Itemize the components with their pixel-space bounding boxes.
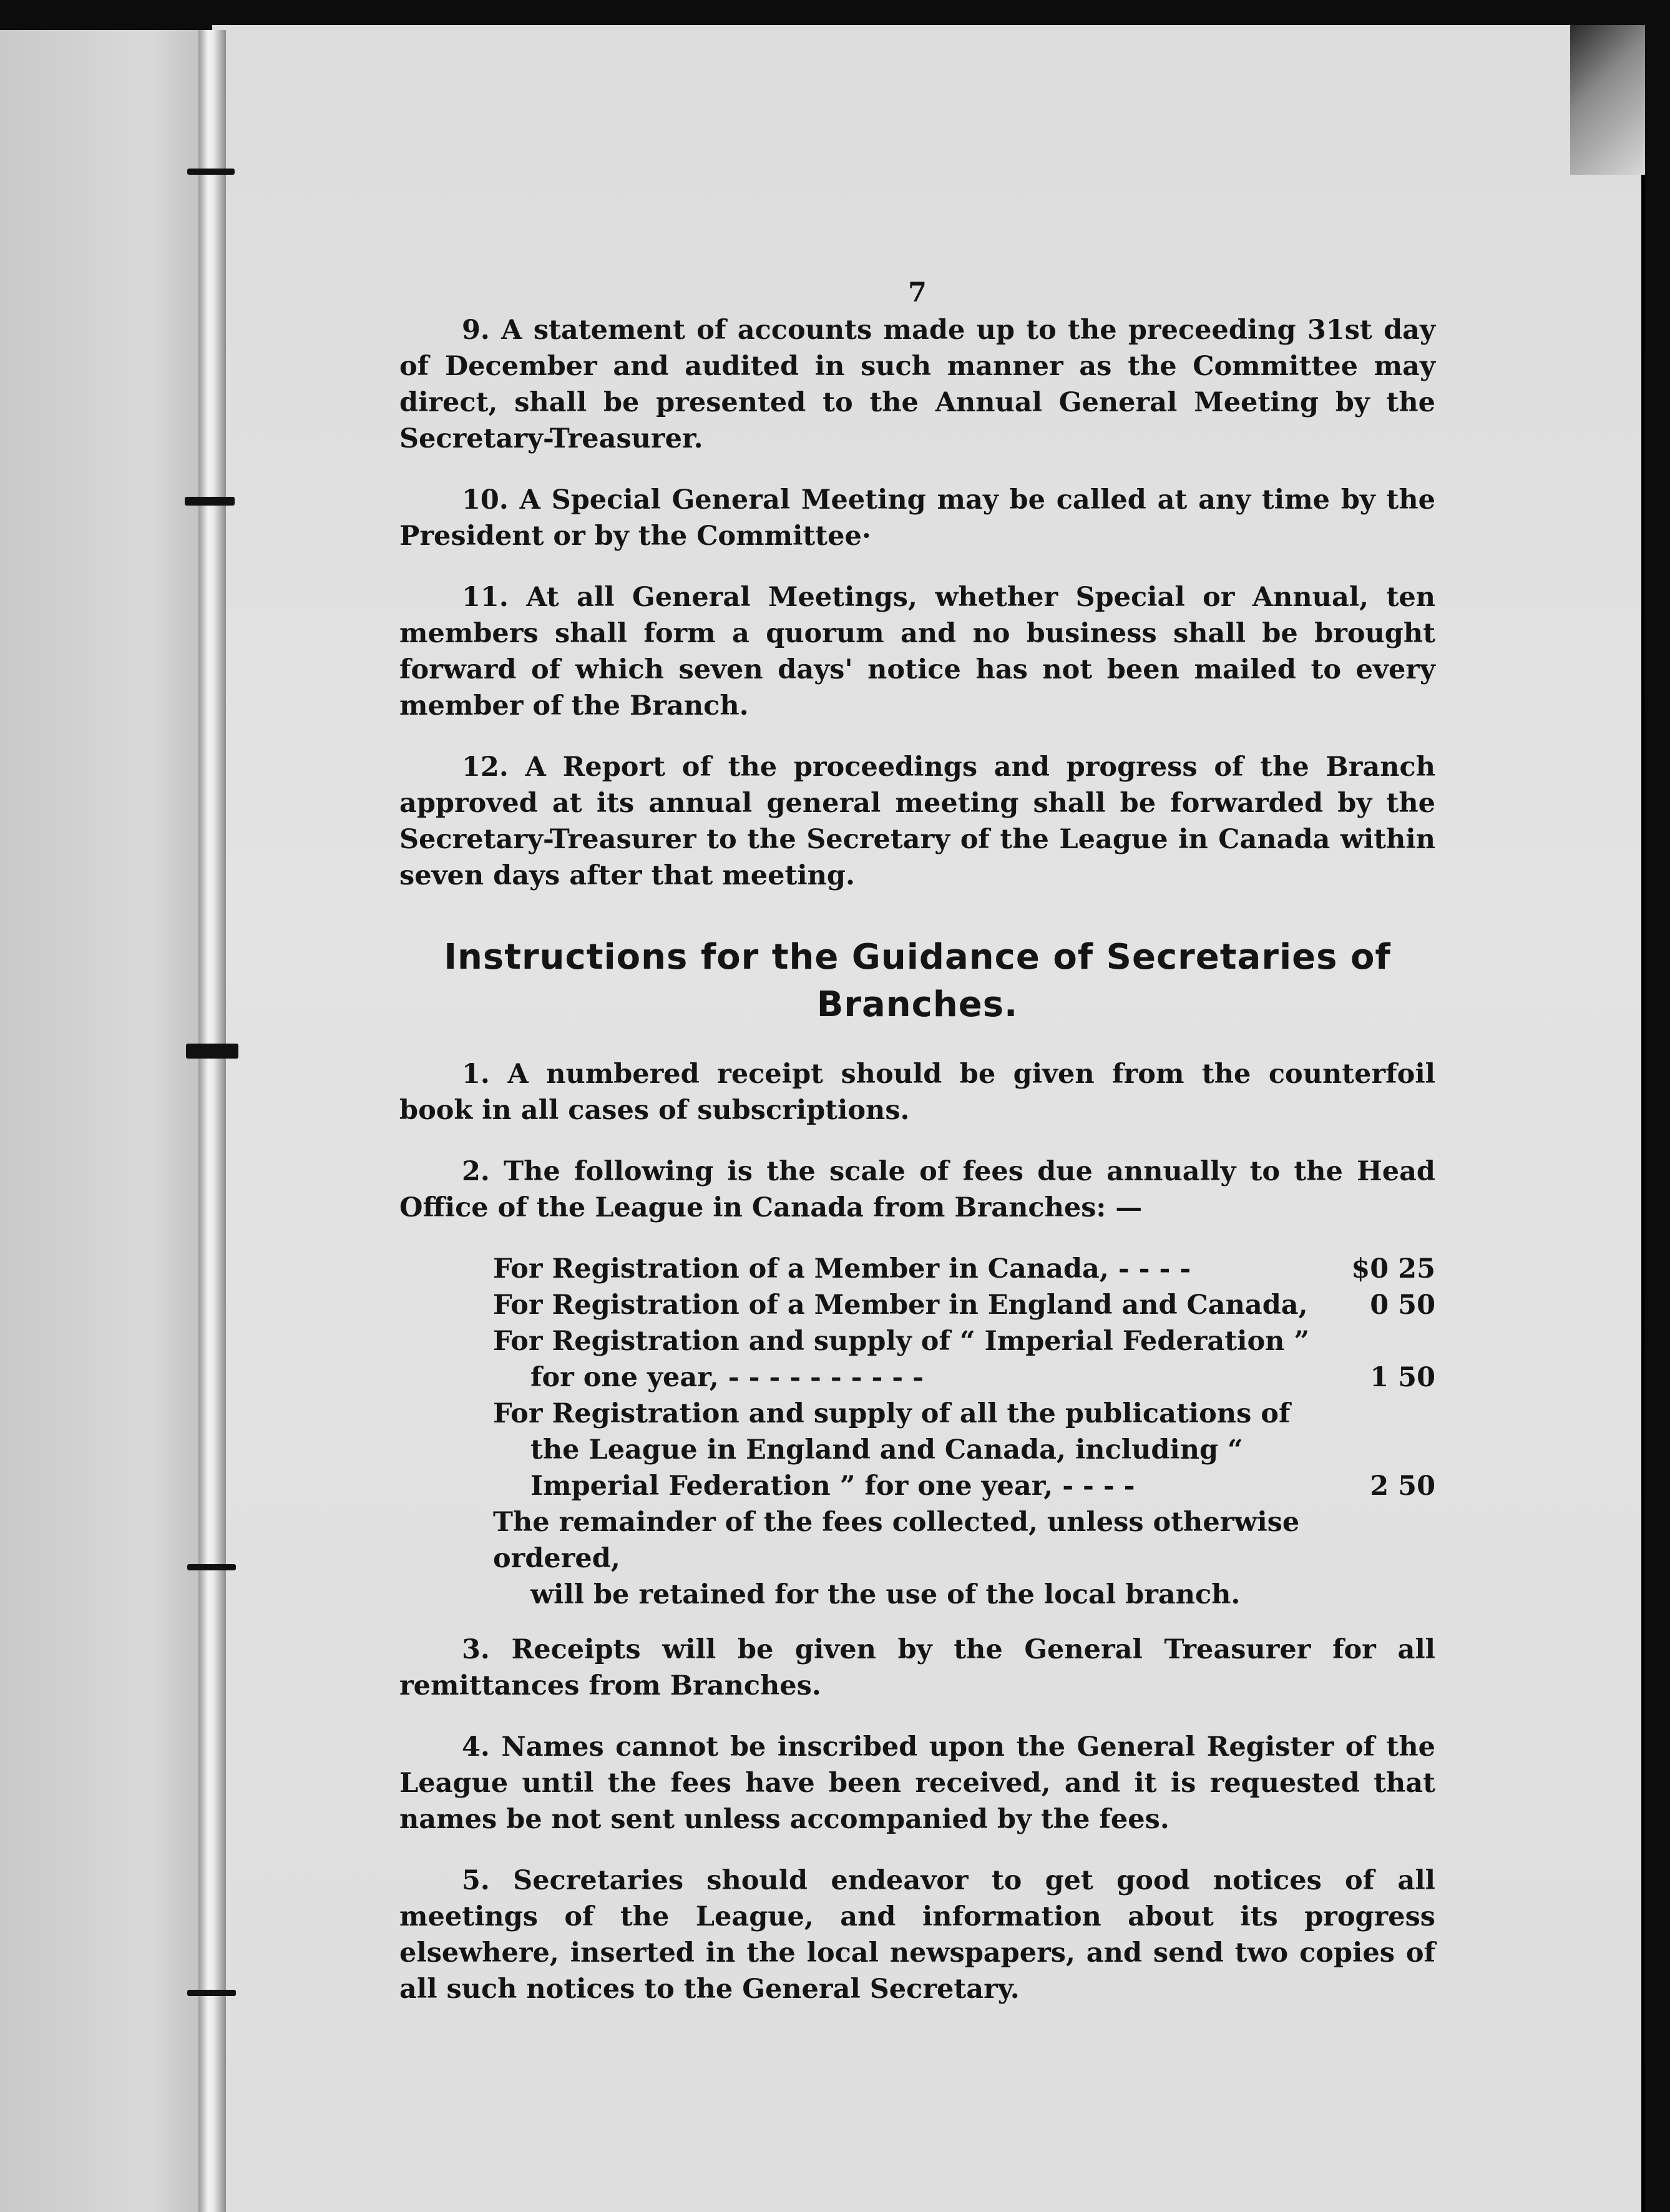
rule-11: 11. At all General Meetings, whether Special or Annual, ten members shall form a quorum and no business shall be brought forward of which seven days' notice has not been mailed to every member of the Branch.: [399, 582, 1435, 722]
fee-label: For Registration and supply of “ Imperial Federation ”: [493, 1326, 1310, 1357]
fee-label: For Registration of a Member in Canada,: [493, 1253, 1109, 1285]
fee-leader: - - - -: [1108, 1253, 1191, 1285]
fee-note-continuation: will be retained for the use of the local branch.: [530, 1579, 1241, 1610]
binding-stitch: [186, 1044, 238, 1059]
fee-row: [493, 1323, 1435, 1396]
fee-description: [493, 1396, 1336, 1504]
fee-label-continuation: the League in England and Canada, including “ Imperial Federation ” for one year,: [530, 1434, 1243, 1502]
fee-schedule: [493, 1251, 1435, 1613]
binding-spine: [198, 30, 226, 2212]
instruction-4: 4. Names cannot be inscribed upon the General Register of the League until the fees have been received, and it is requested that names be not sent unless accompanied by the fees.: [399, 1731, 1435, 1835]
fee-row: [493, 1287, 1435, 1323]
instruction-2: 2. The following is the scale of fees due annually to the Head Office of the League in Canada from Branches: —: [399, 1156, 1435, 1223]
fee-amount: 0 50: [1370, 1290, 1435, 1321]
scan-border-right: [1645, 0, 1670, 2212]
binding-stitch: [187, 169, 235, 175]
fee-label: For Registration of a Member in England and Canada,: [493, 1290, 1308, 1321]
instruction-1: 1. A numbered receipt should be given from the counterfoil book in all cases of subscriptions.: [399, 1059, 1435, 1126]
binding-stitch: [185, 497, 235, 506]
fee-note: [493, 1504, 1435, 1613]
section-heading: Instructions for the Guidance of Secretaries of Branches.: [444, 937, 1391, 1025]
fee-description: [493, 1251, 1336, 1287]
binding-stitch: [187, 1564, 236, 1570]
fee-label: For Registration and supply of all the publications of: [493, 1398, 1291, 1429]
fee-label-continuation: for one year,: [530, 1362, 719, 1393]
page-content: [399, 275, 1435, 2032]
fee-row: [493, 1396, 1435, 1504]
rule-10: 10. A Special General Meeting may be called at any time by the President or by the Committee·: [399, 484, 1435, 552]
instruction-5: 5. Secretaries should endeavor to get good notices of all meetings of the League, and information about its progress elsewhere, inserted in the local newspapers, and send two copies of all such notices to the General Secretary.: [399, 1865, 1435, 2005]
instruction-3: 3. Receipts will be given by the General Treasurer for all remittances from Branches.: [399, 1634, 1435, 1701]
binding-stitch: [187, 1990, 236, 1996]
page-corner-curl: [1570, 25, 1645, 175]
fee-leader: - - - - - - - - - -: [718, 1362, 924, 1393]
rule-12: 12. A Report of the proceedings and progress of the Branch approved at its annual general meeting shall be forwarded by the Secretary-Treasurer to the Secretary of the League in Canada within seven days after that meeting.: [399, 751, 1435, 891]
fee-description: [493, 1287, 1336, 1323]
fee-note-first-line: The remainder of the fees collected, unless otherwise ordered,: [493, 1507, 1300, 1574]
fee-amount: 2 50: [1370, 1471, 1435, 1502]
facing-page-edge: [0, 30, 212, 2212]
rule-9: 9. A statement of accounts made up to the preceeding 31st day of December and audited in such manner as the Committee may direct, shall be presented to the Annual General Meeting by the Secretary-Treasurer.: [399, 315, 1435, 454]
fee-amount: 1 50: [1370, 1362, 1435, 1393]
fee-row: [493, 1251, 1435, 1287]
fee-leader: - - - -: [1053, 1471, 1135, 1502]
page-number: 7: [908, 277, 927, 308]
fee-description: [493, 1323, 1336, 1396]
fee-amount: $0 25: [1351, 1253, 1435, 1285]
